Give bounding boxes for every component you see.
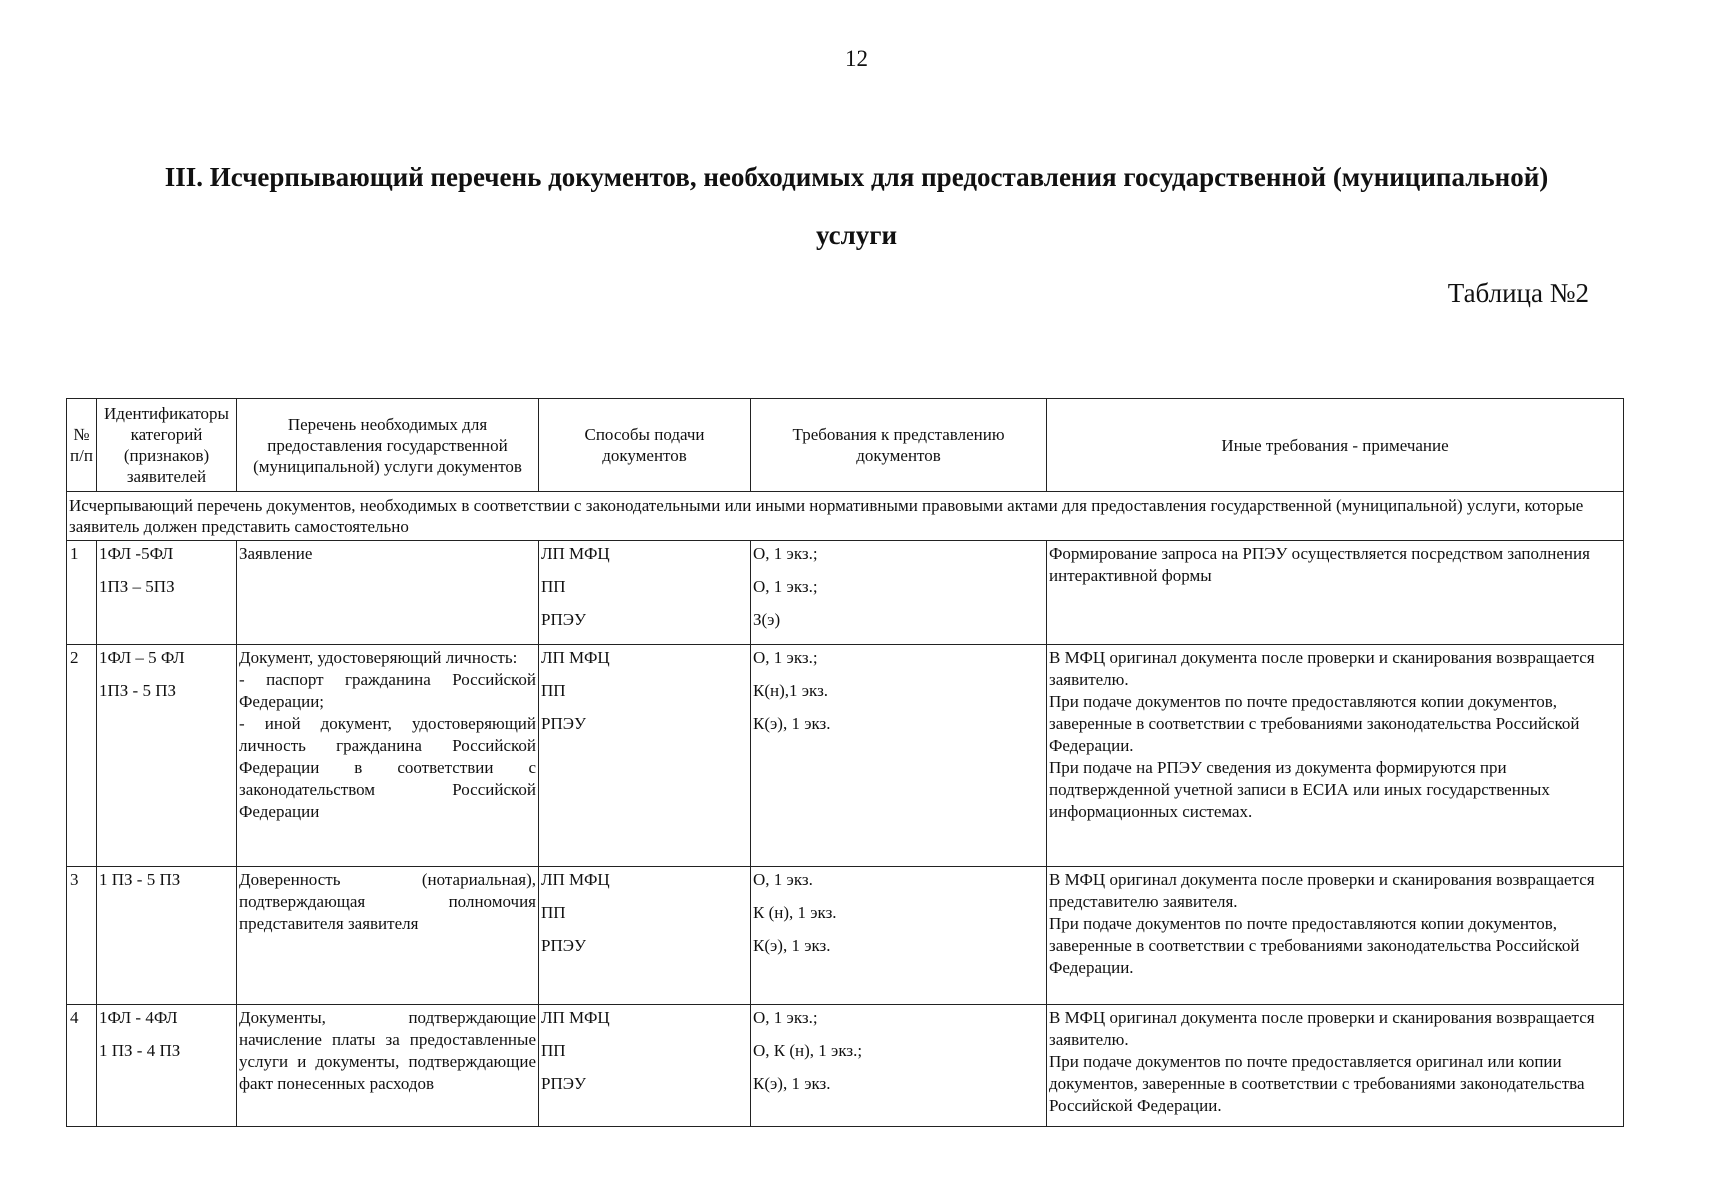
identifier-line: 1ФЛ - 4ФЛ xyxy=(99,1008,178,1027)
row-number: 2 xyxy=(67,645,97,867)
identifier-line: 1ПЗ – 5ПЗ xyxy=(99,577,175,596)
section-heading-line-1: III. Исчерпывающий перечень документов, необходимых для предоставления государственной (муниципальной) xyxy=(164,162,1549,192)
requirement-line: К(э), 1 экз. xyxy=(753,1074,831,1093)
requirement-line: О, 1 экз.; xyxy=(753,648,818,667)
row-methods xyxy=(539,1005,751,1127)
requirement-line: З(э) xyxy=(753,610,781,629)
note-line: При подаче документов по почте предоставляются копии документов, заверенные в соответствии с требованиями законодательства Российской Федерации. xyxy=(1049,914,1580,977)
row-number: 1 xyxy=(67,541,97,645)
method-line: РПЭУ xyxy=(541,936,586,955)
identifier-line: 1ФЛ -5ФЛ xyxy=(99,544,174,563)
table-header-row xyxy=(67,399,1624,492)
row-document: Документы, подтверждающие начисление платы за предоставленные услуги и документы, подтверждающие факт понесенных расходов xyxy=(237,1005,539,1127)
row-methods xyxy=(539,867,751,1005)
method-line: РПЭУ xyxy=(541,714,586,733)
row-number: 3 xyxy=(67,867,97,1005)
row-identifiers xyxy=(97,541,237,645)
page-number: 12 xyxy=(845,46,868,71)
header-num: № п/п xyxy=(67,399,97,492)
method-line: ПП xyxy=(541,903,566,922)
identifier-line: 1ПЗ - 5 ПЗ xyxy=(99,681,176,700)
requirement-line: О, К (н), 1 экз.; xyxy=(753,1041,863,1060)
row-document: Заявление xyxy=(237,541,539,645)
documents-table-wrapper xyxy=(66,398,1623,1127)
row-requirements xyxy=(751,867,1047,1005)
method-line: ЛП МФЦ xyxy=(541,544,610,563)
requirement-line: О, 1 экз.; xyxy=(753,1008,818,1027)
requirement-line: К(э), 1 экз. xyxy=(753,936,831,955)
note-line: В МФЦ оригинал документа после проверки и сканирования возвращается заявителю. xyxy=(1049,648,1595,689)
identifier-line: 1ФЛ – 5 ФЛ xyxy=(99,648,185,667)
method-line: ЛП МФЦ xyxy=(541,1008,610,1027)
row-requirements xyxy=(751,541,1047,645)
section-row xyxy=(67,492,1624,541)
table-body xyxy=(67,492,1624,1127)
requirement-line: О, 1 экз.; xyxy=(753,544,818,563)
row-requirements xyxy=(751,645,1047,867)
header-identifiers: Идентификаторы категорий (признаков) заявителей xyxy=(97,399,237,492)
row-methods xyxy=(539,645,751,867)
requirement-line: О, 1 экз.; xyxy=(753,577,818,596)
requirement-line: К (н), 1 экз. xyxy=(753,903,837,922)
header-notes: Иные требования - примечание xyxy=(1047,399,1624,492)
requirement-line: О, 1 экз. xyxy=(753,870,813,889)
table-row xyxy=(67,645,1624,867)
row-identifiers xyxy=(97,867,237,1005)
note-line: В МФЦ оригинал документа после проверки и сканирования возвращается заявителю. xyxy=(1049,1008,1595,1049)
row-notes xyxy=(1047,1005,1624,1127)
method-line: РПЭУ xyxy=(541,610,586,629)
header-requirements: Требования к представлению документов xyxy=(751,399,1047,492)
header-documents: Перечень необходимых для предоставления государственной (муниципальной) услуги документов xyxy=(237,399,539,492)
table-row xyxy=(67,541,1624,645)
row-number: 4 xyxy=(67,1005,97,1127)
identifier-line: 1 ПЗ - 5 ПЗ xyxy=(99,870,181,889)
section-heading xyxy=(30,148,1683,264)
section-row-text: Исчерпывающий перечень документов, необходимых в соответствии с законодательными или иными нормативными правовыми актами для предоставления государственной (муниципальной) услуги, которые заявитель должен представить самостоятельно xyxy=(67,492,1624,541)
row-notes xyxy=(1047,867,1624,1005)
requirement-line: К(н),1 экз. xyxy=(753,681,829,700)
note-line: В МФЦ оригинал документа после проверки и сканирования возвращается представителю заявителя. xyxy=(1049,870,1595,911)
note-line: Формирование запроса на РПЭУ осуществляется посредством заполнения интерактивной формы xyxy=(1049,544,1590,585)
row-notes xyxy=(1047,645,1624,867)
row-identifiers xyxy=(97,645,237,867)
row-document: Документ, удостоверяющий личность: - паспорт гражданина Российской Федерации; - иной документ, удостоверяющий личность гражданина Российской Федерации в соответствии с законодательством Российской Федерации xyxy=(237,645,539,867)
method-line: ПП xyxy=(541,681,566,700)
row-document: Доверенность (нотариальная), подтверждающая полномочия представителя заявителя xyxy=(237,867,539,1005)
section-heading-line-2: услуги xyxy=(815,220,898,250)
row-methods xyxy=(539,541,751,645)
documents-table xyxy=(66,398,1624,1127)
method-line: ПП xyxy=(541,577,566,596)
table-row xyxy=(67,1005,1624,1127)
row-notes xyxy=(1047,541,1624,645)
identifier-line: 1 ПЗ - 4 ПЗ xyxy=(99,1041,181,1060)
method-line: ПП xyxy=(541,1041,566,1060)
row-identifiers xyxy=(97,1005,237,1127)
table-row xyxy=(67,867,1624,1005)
table-caption: Таблица №2 xyxy=(1447,278,1589,308)
note-line: При подаче на РПЭУ сведения из документа формируются при подтвержденной учетной записи в ЕСИА или иных государственных информационных системах. xyxy=(1049,758,1550,821)
note-line: При подаче документов по почте предоставляются копии документов, заверенные в соответствии с требованиями законодательства Российской Федерации. xyxy=(1049,692,1580,755)
note-line: При подаче документов по почте предоставляется оригинал или копии документов, заверенные в соответствии с требованиями законодательства Российской Федерации. xyxy=(1049,1052,1585,1115)
method-line: ЛП МФЦ xyxy=(541,648,610,667)
method-line: ЛП МФЦ xyxy=(541,870,610,889)
row-requirements xyxy=(751,1005,1047,1127)
method-line: РПЭУ xyxy=(541,1074,586,1093)
header-methods: Способы подачи документов xyxy=(539,399,751,492)
requirement-line: К(э), 1 экз. xyxy=(753,714,831,733)
